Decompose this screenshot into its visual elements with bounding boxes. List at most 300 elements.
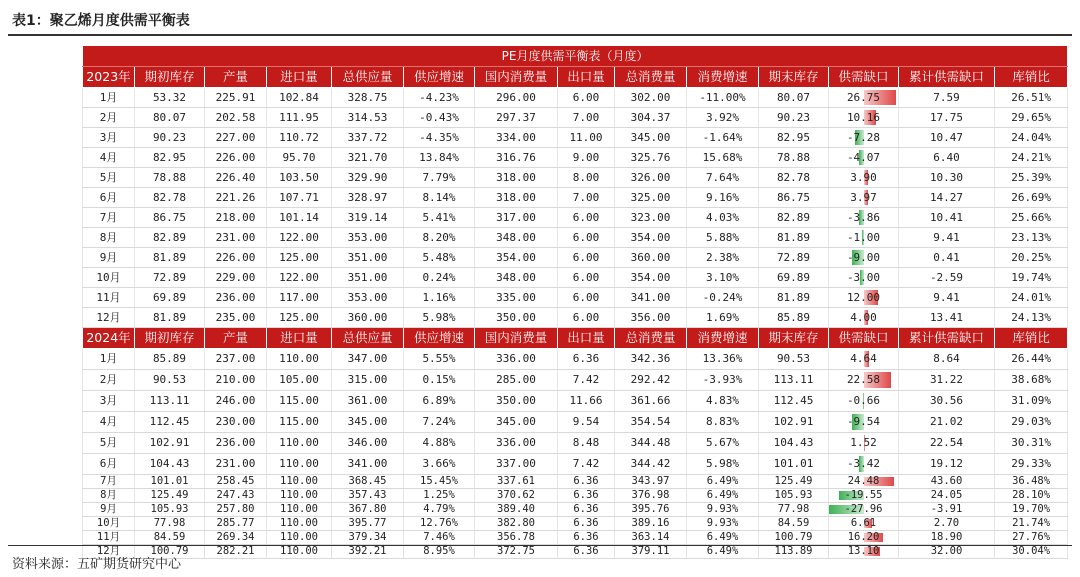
gap-cell (829, 168, 899, 188)
data-cell: 6.36 (558, 545, 615, 559)
data-cell: 9.00 (558, 148, 615, 168)
year-label: 2023年 (83, 67, 135, 88)
year-section-2023 (83, 67, 1068, 328)
data-cell: 125.49 (759, 475, 829, 489)
data-cell: 20.25% (995, 248, 1068, 268)
data-cell: 10.47 (899, 128, 995, 148)
data-cell: 13.41 (899, 308, 995, 328)
table-row (83, 531, 1068, 545)
data-cell: 342.36 (615, 349, 687, 370)
data-cell: 43.60 (899, 475, 995, 489)
month-cell: 3月 (83, 391, 135, 412)
gap-cell (829, 454, 899, 475)
data-cell: 2.38% (687, 248, 759, 268)
data-cell: 356.00 (615, 308, 687, 328)
data-cell: -4.35% (404, 128, 475, 148)
data-cell: 104.43 (135, 454, 205, 475)
column-header-row (83, 67, 1068, 88)
data-cell: 15.68% (687, 148, 759, 168)
data-cell: 24.21% (995, 148, 1068, 168)
table-row (83, 433, 1068, 454)
data-cell: 6.00 (558, 308, 615, 328)
gap-cell (829, 531, 899, 545)
data-cell: 110.00 (267, 545, 332, 559)
data-cell: 351.00 (332, 248, 404, 268)
top-rule (8, 34, 1072, 36)
table-row (83, 108, 1068, 128)
data-cell: 354.00 (615, 228, 687, 248)
data-cell: 5.48% (404, 248, 475, 268)
data-cell: 105.93 (759, 489, 829, 503)
data-cell: 8.64 (899, 349, 995, 370)
month-cell: 12月 (83, 545, 135, 559)
table-row (83, 545, 1068, 559)
data-cell: 9.41 (899, 288, 995, 308)
column-header: 国内消费量 (475, 67, 558, 88)
data-cell: 27.76% (995, 531, 1068, 545)
data-cell: 336.00 (475, 433, 558, 454)
column-header: 总消费量 (615, 328, 687, 349)
gap-cell (829, 188, 899, 208)
data-cell: 82.78 (759, 168, 829, 188)
data-cell: 7.59 (899, 88, 995, 108)
data-cell: 125.00 (267, 248, 332, 268)
data-cell: 363.14 (615, 531, 687, 545)
data-cell: 107.71 (267, 188, 332, 208)
data-cell: 9.41 (899, 228, 995, 248)
data-cell: 235.00 (205, 308, 267, 328)
data-cell: 10.30 (899, 168, 995, 188)
data-cell: 19.74% (995, 268, 1068, 288)
table-row (83, 208, 1068, 228)
data-cell: 226.00 (205, 248, 267, 268)
data-cell: 24.05 (899, 489, 995, 503)
data-cell: 7.64% (687, 168, 759, 188)
data-cell: 282.21 (205, 545, 267, 559)
gap-value: 24.48 (847, 475, 880, 487)
data-cell: 110.00 (267, 531, 332, 545)
month-cell: 6月 (83, 454, 135, 475)
data-cell: 11.00 (558, 128, 615, 148)
data-cell: 101.01 (135, 475, 205, 489)
month-cell: 4月 (83, 412, 135, 433)
gap-cell (829, 475, 899, 489)
month-cell: 2月 (83, 108, 135, 128)
data-cell: 25.66% (995, 208, 1068, 228)
data-cell: 122.00 (267, 268, 332, 288)
gap-value: 13.10 (847, 545, 880, 557)
table-row (83, 128, 1068, 148)
table-row (83, 308, 1068, 328)
data-cell: 337.00 (475, 454, 558, 475)
data-cell: 6.49% (687, 475, 759, 489)
gap-value: -3.00 (846, 271, 881, 284)
data-cell: 348.00 (475, 228, 558, 248)
data-cell: 24.04% (995, 128, 1068, 148)
data-cell: 90.53 (135, 370, 205, 391)
data-cell: 335.00 (475, 288, 558, 308)
data-cell: 82.78 (135, 188, 205, 208)
data-cell: 1.16% (404, 288, 475, 308)
data-cell: 9.93% (687, 517, 759, 531)
data-cell: 30.31% (995, 433, 1068, 454)
data-cell: 82.95 (759, 128, 829, 148)
data-cell: 69.89 (759, 268, 829, 288)
column-header: 供需缺口 (829, 328, 899, 349)
data-cell: 389.16 (615, 517, 687, 531)
data-cell: 325.00 (615, 188, 687, 208)
data-cell: 361.66 (615, 391, 687, 412)
gap-cell (829, 370, 899, 391)
data-cell: 285.77 (205, 517, 267, 531)
data-cell: 82.89 (135, 228, 205, 248)
data-cell: 26.51% (995, 88, 1068, 108)
data-cell: 360.00 (332, 308, 404, 328)
data-cell: 344.48 (615, 433, 687, 454)
data-cell: 78.88 (759, 148, 829, 168)
month-cell: 10月 (83, 517, 135, 531)
data-cell: 360.00 (615, 248, 687, 268)
data-cell: 28.10% (995, 489, 1068, 503)
data-cell: 81.89 (135, 308, 205, 328)
gap-value: 22.58 (846, 373, 881, 386)
column-header: 供应增速 (404, 328, 475, 349)
data-cell: 319.14 (332, 208, 404, 228)
data-cell: 7.42 (558, 454, 615, 475)
data-cell: 0.24% (404, 268, 475, 288)
data-cell: 86.75 (135, 208, 205, 228)
gap-cell (829, 489, 899, 503)
data-cell: 31.09% (995, 391, 1068, 412)
month-cell: 3月 (83, 128, 135, 148)
gap-value: -4.07 (846, 151, 881, 164)
data-cell: 26.69% (995, 188, 1068, 208)
column-header: 期末库存 (759, 328, 829, 349)
data-cell: 221.26 (205, 188, 267, 208)
data-cell: 82.89 (759, 208, 829, 228)
data-cell: 13.84% (404, 148, 475, 168)
data-cell: 100.79 (759, 531, 829, 545)
gap-value: 12.00 (846, 291, 881, 304)
data-cell: 336.00 (475, 349, 558, 370)
column-header: 库销比 (995, 328, 1068, 349)
column-header: 消费增速 (687, 67, 759, 88)
data-cell: -1.64% (687, 128, 759, 148)
table-row (83, 168, 1068, 188)
table-title: PE月度供需平衡表（月度） (83, 46, 1068, 67)
data-cell: 3.92% (687, 108, 759, 128)
data-cell: 105.93 (135, 503, 205, 517)
data-cell: -3.93% (687, 370, 759, 391)
data-cell: 110.00 (267, 349, 332, 370)
month-cell: 8月 (83, 228, 135, 248)
data-cell: 376.98 (615, 489, 687, 503)
data-cell: 85.89 (135, 349, 205, 370)
data-cell: 6.00 (558, 248, 615, 268)
data-cell: 367.80 (332, 503, 404, 517)
data-cell: 4.83% (687, 391, 759, 412)
data-cell: 29.33% (995, 454, 1068, 475)
table-row (83, 391, 1068, 412)
gap-cell (829, 208, 899, 228)
data-cell: 111.95 (267, 108, 332, 128)
data-cell: 337.61 (475, 475, 558, 489)
gap-cell (829, 308, 899, 328)
data-cell: 350.00 (475, 308, 558, 328)
data-cell: 350.00 (475, 391, 558, 412)
data-cell: 392.21 (332, 545, 404, 559)
data-cell: 337.72 (332, 128, 404, 148)
data-cell: 102.91 (759, 412, 829, 433)
data-cell: 329.90 (332, 168, 404, 188)
month-cell: 5月 (83, 168, 135, 188)
data-cell: 6.49% (687, 531, 759, 545)
gap-value: 10.16 (846, 111, 881, 124)
data-cell: 112.45 (135, 412, 205, 433)
data-cell: 257.80 (205, 503, 267, 517)
data-cell: 258.45 (205, 475, 267, 489)
data-cell: 6.00 (558, 228, 615, 248)
data-cell: 29.65% (995, 108, 1068, 128)
year-label: 2024年 (83, 328, 135, 349)
column-header: 总消费量 (615, 67, 687, 88)
data-cell: 1.69% (687, 308, 759, 328)
data-cell: 7.46% (404, 531, 475, 545)
data-cell: 353.00 (332, 228, 404, 248)
column-header: 总供应量 (332, 328, 404, 349)
data-cell: 110.00 (267, 503, 332, 517)
data-cell: 5.67% (687, 433, 759, 454)
column-header: 库销比 (995, 67, 1068, 88)
data-cell: 6.36 (558, 503, 615, 517)
gap-cell (829, 433, 899, 454)
data-cell: 246.00 (205, 391, 267, 412)
table-row (83, 475, 1068, 489)
data-cell: 8.00 (558, 168, 615, 188)
data-cell: 318.00 (475, 188, 558, 208)
data-cell: 86.75 (759, 188, 829, 208)
gap-value: -1.00 (846, 231, 881, 244)
data-cell: 345.00 (475, 412, 558, 433)
month-cell: 9月 (83, 503, 135, 517)
data-cell: 229.00 (205, 268, 267, 288)
data-cell: 296.00 (475, 88, 558, 108)
column-header: 期初库存 (135, 67, 205, 88)
data-cell: 115.00 (267, 391, 332, 412)
column-header: 进口量 (267, 67, 332, 88)
data-cell: -2.59 (899, 268, 995, 288)
data-cell: 110.00 (267, 454, 332, 475)
data-cell: 9.93% (687, 503, 759, 517)
table-row (83, 148, 1068, 168)
data-cell: 6.00 (558, 268, 615, 288)
data-cell: 354.00 (615, 268, 687, 288)
data-cell: 117.00 (267, 288, 332, 308)
gap-cell (829, 268, 899, 288)
data-cell: 302.00 (615, 88, 687, 108)
data-cell: 26.44% (995, 349, 1068, 370)
data-cell: 110.00 (267, 517, 332, 531)
data-cell: 395.77 (332, 517, 404, 531)
data-cell: 80.07 (135, 108, 205, 128)
gap-value: 26.75 (846, 91, 881, 104)
gap-value: -7.28 (846, 131, 881, 144)
month-cell: 12月 (83, 308, 135, 328)
data-cell: 5.55% (404, 349, 475, 370)
data-cell: 395.76 (615, 503, 687, 517)
data-cell: 6.49% (687, 489, 759, 503)
month-cell: 9月 (83, 248, 135, 268)
data-cell: 18.90 (899, 531, 995, 545)
data-cell: 323.00 (615, 208, 687, 228)
gap-cell (829, 88, 899, 108)
data-cell: 19.12 (899, 454, 995, 475)
month-cell: 5月 (83, 433, 135, 454)
data-cell: 77.98 (759, 503, 829, 517)
data-cell: 85.89 (759, 308, 829, 328)
data-cell: 236.00 (205, 433, 267, 454)
data-cell: 14.27 (899, 188, 995, 208)
data-cell: 315.00 (332, 370, 404, 391)
column-header: 期初库存 (135, 328, 205, 349)
data-cell: 6.00 (558, 208, 615, 228)
table-caption: 表1：聚乙烯月度供需平衡表 (12, 13, 190, 29)
year-section-2024 (83, 328, 1068, 559)
data-cell: 11.66 (558, 391, 615, 412)
data-cell: 90.53 (759, 349, 829, 370)
data-cell: 7.00 (558, 188, 615, 208)
data-cell: 292.42 (615, 370, 687, 391)
data-cell: 368.45 (332, 475, 404, 489)
data-cell: 341.00 (615, 288, 687, 308)
data-cell: 69.89 (135, 288, 205, 308)
data-cell: 347.00 (332, 349, 404, 370)
data-cell: 19.70% (995, 503, 1068, 517)
data-cell: 4.03% (687, 208, 759, 228)
gap-cell (829, 412, 899, 433)
gap-value: 4.00 (850, 311, 877, 324)
table-row (83, 454, 1068, 475)
data-cell: 7.00 (558, 108, 615, 128)
column-header: 产量 (205, 328, 267, 349)
data-cell: 7.42 (558, 370, 615, 391)
month-cell: 11月 (83, 531, 135, 545)
table-row (83, 370, 1068, 391)
pe-balance-table (82, 45, 1068, 559)
data-cell: 29.03% (995, 412, 1068, 433)
data-cell: 81.89 (759, 228, 829, 248)
data-cell: 110.72 (267, 128, 332, 148)
gap-cell (829, 517, 899, 531)
data-cell: -0.43% (404, 108, 475, 128)
data-cell: 78.88 (135, 168, 205, 188)
table-row (83, 228, 1068, 248)
data-cell: 285.00 (475, 370, 558, 391)
table-row (83, 412, 1068, 433)
data-cell: 72.89 (135, 268, 205, 288)
balance-table-container (82, 45, 1067, 559)
data-cell: 36.48% (995, 475, 1068, 489)
table-row (83, 503, 1068, 517)
data-cell: 104.43 (759, 433, 829, 454)
data-cell: 125.00 (267, 308, 332, 328)
gap-value: 3.97 (850, 191, 877, 204)
data-cell: 379.34 (332, 531, 404, 545)
data-cell: 110.00 (267, 433, 332, 454)
data-cell: 31.22 (899, 370, 995, 391)
data-cell: 9.16% (687, 188, 759, 208)
data-cell: 115.00 (267, 412, 332, 433)
table-row (83, 88, 1068, 108)
data-cell: 317.00 (475, 208, 558, 228)
data-cell: 24.01% (995, 288, 1068, 308)
data-cell: 304.37 (615, 108, 687, 128)
gap-value: 3.90 (850, 171, 877, 184)
data-cell: 236.00 (205, 288, 267, 308)
column-header: 消费增速 (687, 328, 759, 349)
data-cell: 202.58 (205, 108, 267, 128)
data-cell: 345.00 (332, 412, 404, 433)
data-cell: 218.00 (205, 208, 267, 228)
data-cell: 4.79% (404, 503, 475, 517)
data-cell: 231.00 (205, 454, 267, 475)
data-cell: 1.25% (404, 489, 475, 503)
data-cell: 6.36 (558, 489, 615, 503)
table-row (83, 349, 1068, 370)
data-cell: 314.53 (332, 108, 404, 128)
data-cell: 325.76 (615, 148, 687, 168)
data-cell: 72.89 (759, 248, 829, 268)
gap-value: 16.20 (847, 531, 880, 543)
data-cell: 230.00 (205, 412, 267, 433)
data-cell: 226.00 (205, 148, 267, 168)
data-cell: 247.43 (205, 489, 267, 503)
data-cell: 30.56 (899, 391, 995, 412)
data-cell: 8.48 (558, 433, 615, 454)
data-cell: 346.00 (332, 433, 404, 454)
month-cell: 6月 (83, 188, 135, 208)
data-cell: 269.34 (205, 531, 267, 545)
data-cell: 22.54 (899, 433, 995, 454)
data-cell: 9.54 (558, 412, 615, 433)
data-cell: 81.89 (135, 248, 205, 268)
data-cell: 10.41 (899, 208, 995, 228)
data-cell: 102.91 (135, 433, 205, 454)
data-cell: 354.00 (475, 248, 558, 268)
month-cell: 10月 (83, 268, 135, 288)
data-cell: 210.00 (205, 370, 267, 391)
data-cell: 348.00 (475, 268, 558, 288)
data-cell: -0.24% (687, 288, 759, 308)
data-cell: 344.42 (615, 454, 687, 475)
data-cell: 316.76 (475, 148, 558, 168)
month-cell: 11月 (83, 288, 135, 308)
data-cell: 334.00 (475, 128, 558, 148)
month-cell: 1月 (83, 88, 135, 108)
data-cell: 80.07 (759, 88, 829, 108)
gap-cell (829, 228, 899, 248)
data-cell: 372.75 (475, 545, 558, 559)
data-cell: 328.97 (332, 188, 404, 208)
data-cell: 77.98 (135, 517, 205, 531)
gap-value: 4.64 (850, 352, 877, 365)
data-cell: 0.15% (404, 370, 475, 391)
gap-value: -19.55 (844, 489, 883, 501)
data-cell: 341.00 (332, 454, 404, 475)
data-cell: 21.74% (995, 517, 1068, 531)
data-cell: 13.36% (687, 349, 759, 370)
data-cell: 5.98% (687, 454, 759, 475)
